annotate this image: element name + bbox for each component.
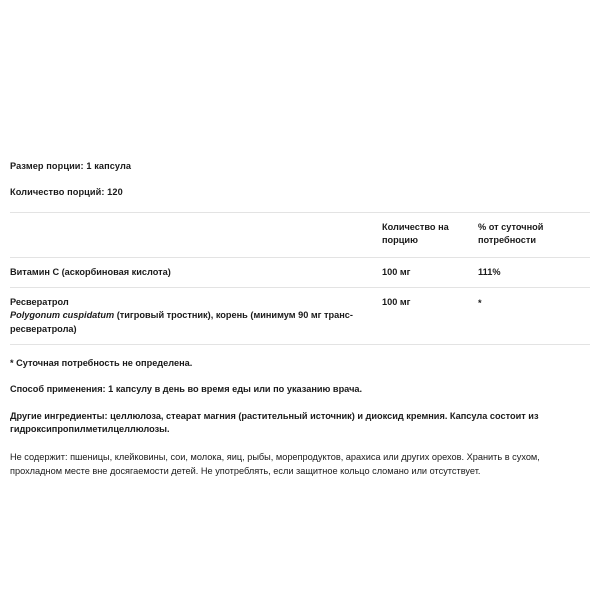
- nutrient-amount-cell: 100 мг: [382, 287, 478, 344]
- supplement-facts-table: [10, 212, 590, 345]
- column-header-percent-daily-value: % от суточной потребности: [478, 212, 590, 257]
- nutrient-daily-value-cell: [478, 287, 590, 344]
- nutrient-latin-name: Polygonum cuspidatum: [10, 310, 115, 321]
- table-row: [10, 257, 590, 287]
- table-body: [10, 257, 590, 344]
- nutrient-name-cell: [10, 287, 382, 344]
- other-ingredients: Другие ингредиенты: целлюлоза, стеарат магния (растительный источник) и диоксид кремния. Капсула состоит из гидроксипропилметилцеллюлозы.: [10, 410, 539, 434]
- table-header-row: [10, 212, 590, 257]
- column-header-nutrient: [10, 212, 382, 257]
- usage-directions: Способ применения: 1 капсулу в день во время еды или по указанию врача.: [10, 383, 363, 394]
- nutrient-name-cell: Витамин С (аскорбиновая кислота): [10, 257, 382, 287]
- nutrient-name-primary: Ресвератрол: [10, 296, 69, 307]
- supplement-facts-panel: [0, 160, 600, 479]
- servings-per-container-line: Количество порций: 120: [10, 187, 123, 198]
- nutrient-amount-cell: 100 мг: [382, 257, 478, 287]
- nutrient-daily-value-cell: 111%: [478, 257, 590, 287]
- serving-size-line: Размер порции: 1 капсула: [10, 161, 132, 171]
- table-row: [10, 287, 590, 344]
- allergen-and-storage-warning: Не содержит: пшеницы, клейковины, сои, молока, яиц, рыбы, морепродуктов, арахиса или других орехов. Хранить в сухом, прохладном месте вне досягаемости детей. Не употреблять, если защитное кольцо сломано или отсутствует.: [10, 452, 540, 477]
- nutrient-name-secondary: [10, 309, 382, 336]
- daily-value-footnote: * Суточная потребность не определена.: [10, 357, 193, 368]
- nutrient-name-detail: (тигровый тростник), корень (минимум 90 мг транс-ресвератрола): [10, 310, 353, 334]
- table-header: [10, 212, 590, 257]
- daily-value-asterisk: *: [478, 297, 482, 308]
- column-header-amount-per-serving: Количество на порцию: [382, 212, 478, 257]
